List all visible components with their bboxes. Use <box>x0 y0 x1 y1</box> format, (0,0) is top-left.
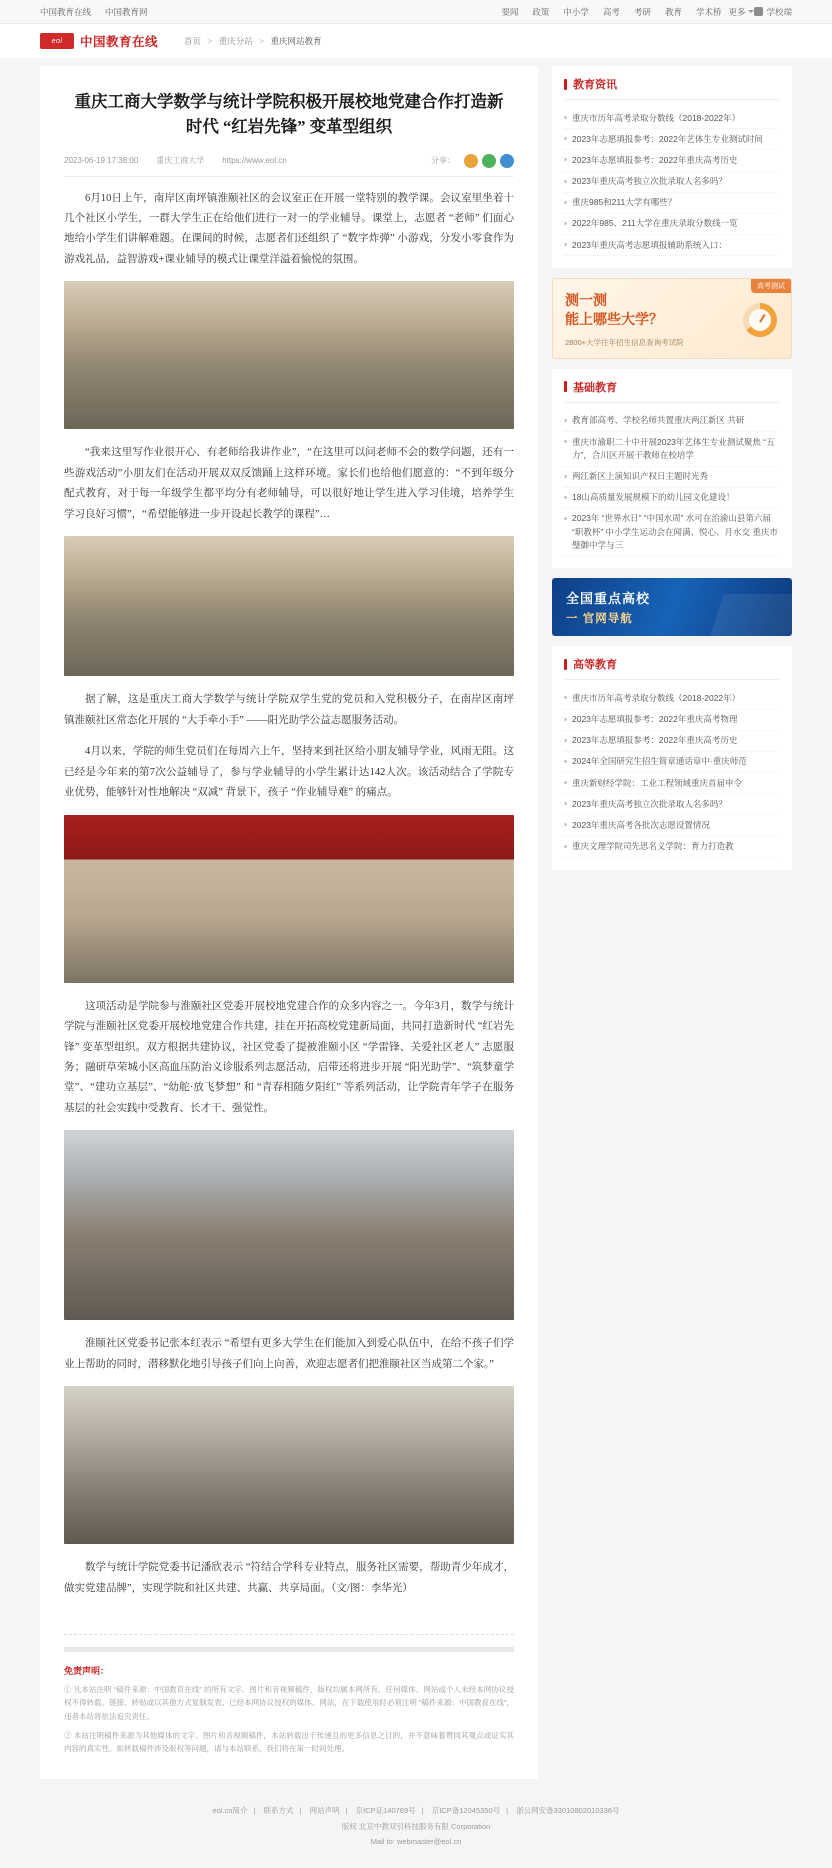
footer-mail: Mail to: webmaster@eol.cn <box>370 1836 462 1846</box>
list-item[interactable]: 两江新区上演知识产权日主题时光秀 <box>564 467 780 488</box>
list-item[interactable]: 重庆市历年高考录取分数线（2018-2022年） <box>564 688 780 709</box>
page-title: 重庆工商大学数学与统计学院积极开展校地党建合作打造新时代 “红岩先锋” 变革型组织 <box>74 92 504 136</box>
article-paragraph: “我来这里写作业很开心、有老师给我讲作业”，“在这里可以问老师不会的数学问题，还有一些游戏活动”小朋友们在活动开展双双反馈踊上这样环境。家长们也给他们愿意的：“不到年级分配式教育，对于每一年级学生都平均分有老师辅导，可以很好地让学生进入学习佳境，培养学生学习良好习惯”，“希望能够进一步开设起长教学的课程”… <box>64 447 514 520</box>
list-item[interactable]: 2022年985、211大学在重庆录取分数线一览 <box>564 214 780 235</box>
banner-line2: 一 官网导航 <box>566 613 633 626</box>
disclaimer-heading: 免责声明： <box>64 1666 110 1677</box>
sidebar-card-higher-title: 高等教育 <box>573 659 617 672</box>
gauge-icon <box>743 303 777 337</box>
sidebar-card-news-title: 教育资讯 <box>573 79 617 91</box>
footer-link-icp-record[interactable]: 京ICP备12045350号 <box>431 1805 501 1815</box>
article-photo-volunteer-service <box>64 1130 514 1320</box>
footer-link-contact[interactable]: 联系方式 <box>263 1805 294 1815</box>
list-item[interactable]: 2023年重庆高考各批次志愿设置情况 <box>564 815 780 836</box>
list-item[interactable]: 2023年 “世界水日” “中国水周” 水可在治渝山县第六届 “职教杯” 中小学生运动会在闻满、悦心、月水交 重庆市璧御中学与三 <box>564 509 780 557</box>
article-photo-group-photo <box>64 1386 514 1544</box>
promo-line1: 测一测 <box>565 292 607 309</box>
content-wrapper <box>40 58 792 1779</box>
breadcrumb <box>184 35 321 47</box>
article-source: 重庆工商大学 <box>156 156 205 165</box>
list-item[interactable]: 2024年全国研究生招生简章通话章中·重庆师范 <box>564 752 780 773</box>
article-paragraph: 4月以来，学院的师生党员们在每周六上午，坚持来到社区给小朋友辅导学业，风雨无阻。这已经是今年来的第7次公益辅导了，参与学业辅导的小学生累计达142人次。该活动结合了学院专业优势，能够针对性地解决 “双减” 背景下，孩子 “作业辅导难” 的痛点。 <box>64 746 514 799</box>
logo-text: 中国教育在线 <box>80 35 159 49</box>
topbar-nav-education[interactable]: 教育 <box>664 6 682 17</box>
section-marker-icon <box>564 79 567 90</box>
list-item[interactable]: 教育部高考、学校名师共置重庆两江新区 共研 <box>564 411 780 432</box>
sidebar-news-list <box>564 108 780 256</box>
share-label: 分享： <box>431 156 455 165</box>
site-footer <box>0 1789 832 1868</box>
footer-copyright: 版权 北京中教双引科技服务有限 Corporation <box>341 1821 491 1831</box>
sidebar <box>552 66 792 880</box>
site-header <box>0 24 832 58</box>
disclaimer-item: ② 本站注明稿件来源为其他媒体的文字、图片和音视频稿件，本站转载出于传递且的更多信息之目的，并不意味着赞同其观点或证实其内容的真实性。如转载稿件涉及版权等问题，请与本站联系，我们将在第一时间处理。 <box>64 1730 514 1753</box>
breadcrumb-item-home[interactable]: 首页 <box>184 36 202 46</box>
footer-link-statement[interactable]: 网站声明 <box>309 1805 340 1815</box>
article-url: https://www.eol.cn <box>222 156 287 165</box>
footer-link-icp-cert[interactable]: 京ICP证140769号 <box>355 1805 416 1815</box>
list-item[interactable]: 2023年志愿填报参考：2022年重庆高考历史 <box>564 731 780 752</box>
section-marker-icon <box>564 659 567 670</box>
article-paragraph: 数学与统计学院党委书记潘欣表示 “符结合学科专业特点，服务社区需要，帮助青少年成才，做实党建品牌”，实现学院和社区共建、共赢、共享局面。（文/图：李华光） <box>64 1562 514 1594</box>
topbar-link-eol[interactable]: 中国教育在线 <box>40 6 92 17</box>
share-bar <box>431 154 514 168</box>
list-item[interactable]: 2023年重庆高考独立次批录取人名多吗？ <box>564 172 780 193</box>
sidebar-card-higher-education <box>552 646 792 869</box>
topbar-left-links <box>40 6 162 18</box>
article-paragraph: 这项活动是学院参与淮颐社区党委开展校地党建合作的众多内容之一。今年3月，数学与统计学院与淮颐社区党委开展校地党建合作共建，挂在开拓高校党建新局面，共同打造新时代 “红岩先锋” 变革型组织。双方根据共建协议，社区党委了提被淮颐小区 “学雷锋、关爱社区老人” 志愿服务；融研草荣城小区高血压防治义诊服系列志愿活动，启带还将进步开展 “阳光助学”、“筑梦童学堂”、“建功立基层”、“幼舵·放飞梦想” 和 “青春相随夕阳红” 等系列活动，让学院青年学子在服务基层的社会实践中受教育、长才干、强觉性。 <box>64 1000 514 1114</box>
article-figure <box>64 281 514 429</box>
topbar-wechat-label: 学校端 <box>766 6 792 17</box>
sidebar-card-basic-header <box>564 379 780 403</box>
university-nav-banner[interactable] <box>552 578 792 636</box>
list-item[interactable]: 18山高质量发展规模下的幼儿园文化建设！ <box>564 488 780 509</box>
article-figure <box>64 815 514 983</box>
section-marker-icon <box>564 381 567 392</box>
promo-line3: 2800+大学往年招生信息查询考试院 <box>565 337 684 347</box>
promo-line2: 能上哪些大学？ <box>565 311 663 328</box>
sidebar-card-news-header <box>564 76 780 100</box>
topbar-nav-news[interactable]: 要闻 <box>501 6 519 17</box>
article-date: 2023-06-19 17:38:00 <box>64 156 139 165</box>
list-item[interactable]: 重庆985和211大学有哪些？ <box>564 193 780 214</box>
article-body <box>64 177 514 1617</box>
list-item[interactable]: 2023年重庆高考志愿填报辅助系统入口： <box>564 235 780 256</box>
list-item[interactable]: 2023年重庆高考独立次批录取人名多吗？ <box>564 794 780 815</box>
topbar-nav <box>494 6 792 18</box>
topbar-wechat-entry[interactable] <box>754 6 792 18</box>
topbar-nav-gaokao[interactable]: 高考 <box>602 6 620 17</box>
article-meta <box>64 154 514 177</box>
sidebar-card-basic-education <box>552 369 792 568</box>
divider <box>64 1647 514 1652</box>
disclaimer-section <box>64 1634 514 1779</box>
article-figure <box>64 1130 514 1320</box>
article-figure <box>64 1386 514 1544</box>
share-qq-icon[interactable] <box>500 154 514 168</box>
share-weibo-icon[interactable] <box>464 154 478 168</box>
breadcrumb-item-current: 重庆网站教育 <box>270 36 322 46</box>
list-item[interactable]: 重庆市渝职二十中开展2023年艺体生专业测试聚焦 “五力”，合川区开展干教师在校培学 <box>564 432 780 466</box>
logo-mark: eol <box>40 33 74 49</box>
sidebar-higher-list <box>564 688 780 857</box>
global-topbar <box>0 0 832 24</box>
sidebar-card-news <box>552 66 792 268</box>
sidebar-card-basic-title: 基础教育 <box>573 381 617 394</box>
list-item[interactable]: 重庆新财经学院：工业工程领域重庆首届申令 <box>564 773 780 794</box>
topbar-more-menu[interactable] <box>728 6 754 18</box>
sidebar-basic-list <box>564 411 780 556</box>
wechat-icon <box>754 7 763 16</box>
promo-tag: 高考测试 <box>751 279 791 293</box>
topbar-nav-policy[interactable]: 政策 <box>532 6 550 17</box>
share-wechat-icon[interactable] <box>482 154 496 168</box>
list-item[interactable]: 重庆文理学院司先思名义学院：育力打造教 <box>564 837 780 858</box>
topbar-link-edunet[interactable]: 中国教育网 <box>105 6 148 17</box>
gaokao-quiz-promo[interactable] <box>552 278 792 359</box>
footer-links: eol.cn简介 | 联系方式 | 网站声明 | 京ICP证140769号 | 京ICP备12045350号 | 浙公网安备33010802010336号 <box>212 1805 620 1815</box>
article-paragraph: 淮颐社区党委书记张本红表示 “希望有更多大学生在们能加入到爱心队伍中，在给不孩子们学业上帮助的同时，潜移默化地引导孩子们向上向善，欢迎志愿者们把淮颐社区当成第二个家。” <box>64 1338 514 1370</box>
article-paragraph: 6月10日上午，南岸区南坪镇淮颐社区的会议室正在开展一堂特别的教学课。会议室里坐着十几个社区小学生，一群大学生正在给他们进行一对一的学业辅导。课堂上，志愿者 “老师” 们面心地给小学生们讲解难题。在课间的时候，志愿者们还组织了 “数字炸弹” 小游戏，分发小零食作为游戏礼品，益智游戏+课业辅导的模式让课堂洋溢着愉悦的氛围。 <box>64 192 514 265</box>
list-item[interactable]: 2023年志愿填报参考：2022年重庆高考历史 <box>564 150 780 171</box>
topbar-nav-kaoyan[interactable]: 考研 <box>633 6 651 17</box>
topbar-more-label: 更多 <box>728 6 746 17</box>
article-figure <box>64 536 514 676</box>
breadcrumb-sep: > <box>259 36 265 46</box>
sidebar-card-higher-header <box>564 656 780 680</box>
article-paragraph: 据了解，这是重庆工商大学数学与统计学院双学生党的党员和入党积极分子，在南岸区南坪镇淮颐社区常态化开展的 “大手牵小手” ——阳光助学公益志愿服务活动。 <box>64 694 514 726</box>
article-photo-students-studying <box>64 536 514 676</box>
topbar-nav-k12[interactable]: 中小学 <box>563 6 589 17</box>
article-photo-classroom-tutoring <box>64 281 514 429</box>
list-item[interactable]: 2023年志愿填报参考：2022年重庆高考物理 <box>564 710 780 731</box>
article-photo-party-agreement-ceremony <box>64 815 514 983</box>
list-item[interactable]: 2023年志愿填报参考：2022年艺体生专业测试时间 <box>564 129 780 150</box>
breadcrumb-sep: > <box>207 36 213 46</box>
footer-link-about[interactable]: eol.cn简介 <box>212 1805 248 1815</box>
list-item[interactable]: 重庆市历年高考录取分数线（2018-2022年） <box>564 108 780 129</box>
disclaimer-item: ① 凡本站注明 “稿件来源：中国教育在线” 的所有文字、图片和音视频稿件，版权均属本网所有，任何媒体、网站或个人未经本网协议授权不得转载、链接、转贴或以其他方式复制发表。已经本网协议授权的媒体、网站，在下载使用时必须注明 “稿件来源：中国教育在线”，违者本站将依法追究责任。 <box>64 1685 514 1721</box>
footer-link-police-record[interactable]: 浙公网安备33010802010336号 <box>516 1805 620 1815</box>
site-logo[interactable] <box>40 32 158 50</box>
breadcrumb-item-chongqing[interactable]: 重庆分站 <box>218 36 253 46</box>
article-main <box>40 66 538 1779</box>
banner-line1: 全国重点高校 <box>566 591 651 607</box>
topbar-nav-academic-bridge[interactable]: 学术桥 <box>695 6 722 17</box>
